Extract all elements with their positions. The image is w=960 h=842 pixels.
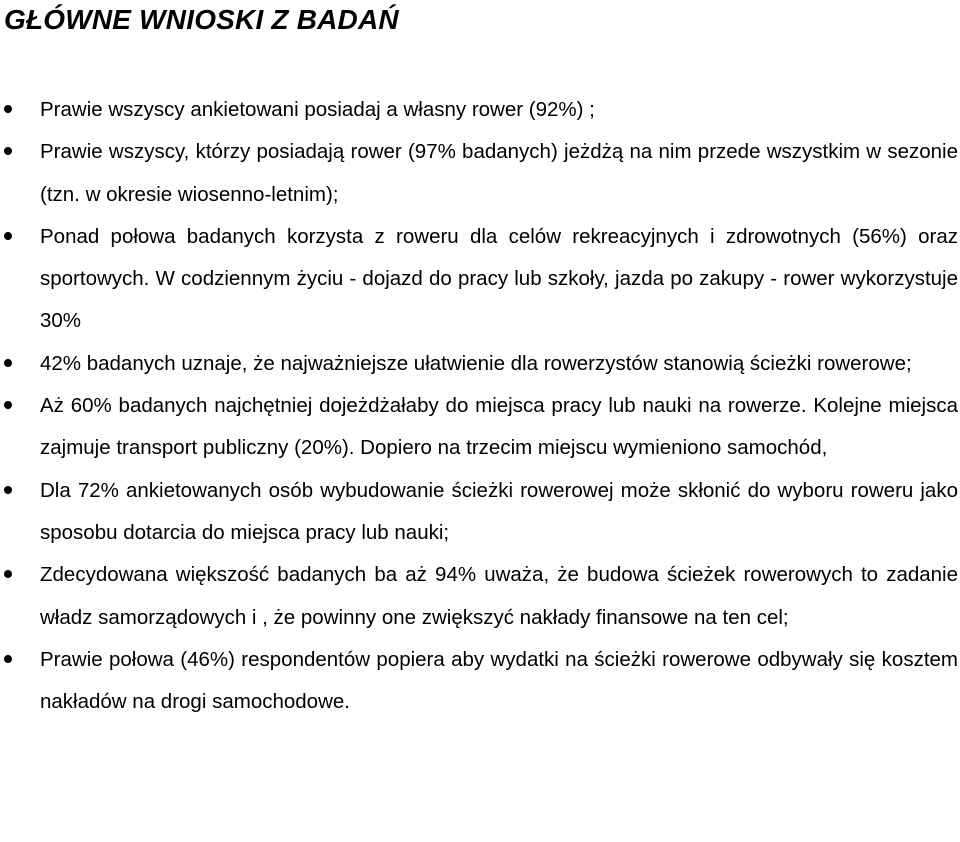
bullet-icon (4, 655, 12, 663)
finding-item (0, 89, 958, 131)
page-title: GŁÓWNE WNIOSKI Z BADAŃ (4, 4, 399, 35)
finding-item (0, 554, 958, 639)
finding-text: Zdecydowana większość badanych ba aż 94% uważa, że budowa ścieżek rowerowych to zadanie władz samorządowych i , że powinny one zwiększyć nakłady finansowe na ten cel; (40, 563, 958, 629)
bullet-icon (4, 232, 12, 240)
finding-text: Prawie wszyscy, którzy posiadają rower (97% badanych) jeżdżą na nim przede wszystkim w sezonie (tzn. w okresie wiosenno-letnim); (40, 140, 958, 206)
bullet-icon (4, 570, 12, 578)
finding-item (0, 385, 958, 470)
finding-item (0, 131, 958, 216)
bullet-icon (4, 105, 12, 113)
finding-item (0, 343, 958, 385)
finding-text: Prawie połowa (46%) respondentów popiera aby wydatki na ścieżki rowerowe odbywały się kosztem nakładów na drogi samochodowe. (40, 647, 958, 714)
bullet-icon (4, 147, 12, 155)
finding-text: Dla 72% ankietowanych osób wybudowanie ścieżki rowerowej może skłonić do wyboru roweru jako sposobu dotarcia do miejsca pracy lub nauki; (40, 478, 958, 544)
finding-item (0, 216, 958, 343)
findings-list (0, 89, 958, 723)
bullet-icon (4, 401, 12, 409)
finding-item (0, 470, 958, 555)
finding-text: Ponad połowa badanych korzysta z roweru dla celów rekreacyjnych i zdrowotnych (56%) oraz sportowych. W codziennym życiu - dojazd do pracy lub szkoły, jazda po zakupy - rower wykorzystuje 30% (40, 224, 958, 333)
bullet-icon (4, 359, 12, 367)
finding-text: 42% badanych uznaje, że najważniejsze ułatwienie dla rowerzystów stanowią ścieżki rowerowe; (40, 351, 912, 375)
finding-item (0, 639, 958, 724)
bullet-icon (4, 486, 12, 494)
finding-text: Prawie wszyscy ankietowani posiadaj a własny rower (92%) ; (40, 98, 595, 121)
finding-text: Aż 60% badanych najchętniej dojeżdżałaby do miejsca pracy lub nauki na rowerze. Kolejne miejsca zajmuje transport publiczny (20%). Dopiero na trzecim miejscu wymieniono samochód, (40, 394, 958, 460)
